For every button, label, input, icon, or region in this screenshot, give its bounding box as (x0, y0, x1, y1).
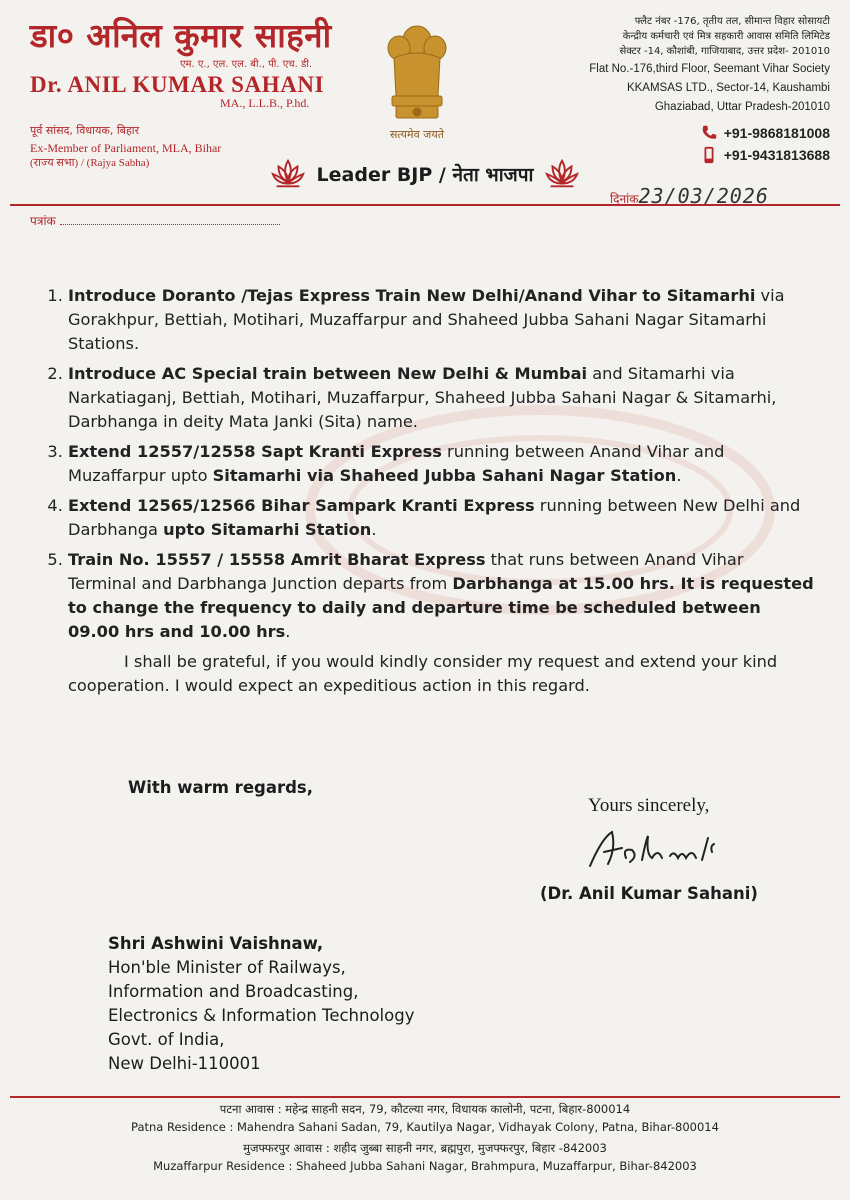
sender-block (30, 18, 360, 170)
sender-qualifications-hindi: एम. ए., एल. एल. बी., पी. एच. डी. (180, 59, 313, 70)
office-address-block (470, 14, 830, 166)
item-text: . (676, 466, 682, 485)
request-list (36, 284, 816, 644)
item-text: running between New Delhi and Darbhanga (68, 496, 801, 539)
closing-paragraph: I shall be grateful, if you would kindly consider my request and extend your kind cooperation. I would expect an expeditious action in this regard. (68, 652, 778, 695)
address-hindi-line3: सेक्टर -14, कौशांबी, गाजियाबाद, उत्तर प्रदेश- 201010 (619, 46, 830, 57)
leader-bjp-label: Leader BJP / नेता भाजपा (316, 164, 534, 186)
item-bold-text: Sitamarhi via Shaheed Jubba Sahani Nagar Station (212, 466, 677, 485)
phone-icon (700, 124, 718, 142)
header-divider (10, 204, 840, 206)
letter-body (36, 284, 816, 698)
phone-row (470, 122, 830, 144)
regards-line: With warm regards, (128, 778, 313, 797)
list-item (68, 440, 816, 488)
item-bold-text: Extend 12565/12566 Bihar Sampark Kranti Express (68, 496, 535, 515)
address-english-line1: Flat No.-176,third Floor, Seemant Vihar Society (589, 63, 830, 75)
sender-name-english: Dr. ANIL KUMAR SAHANI (30, 72, 325, 97)
addressee-line: New Delhi-110001 (108, 1054, 261, 1073)
lotus-icon (269, 156, 307, 192)
addressee-line: Hon'ble Minister of Railways, (108, 958, 346, 977)
item-text: . (285, 622, 291, 641)
list-item (68, 494, 816, 542)
item-text: running between Anand Vihar and Muzaffarpur upto (68, 442, 725, 485)
item-bold-text: Train No. 15557 / 15558 Amrit Bharat Express (68, 550, 486, 569)
list-item (68, 362, 816, 434)
signer-name: (Dr. Anil Kumar Sahani) (540, 884, 758, 903)
item-bold-text: Darbhanga at 15.00 hrs. It is requested to change the frequency to daily and departure time be scheduled between 09.00 hrs and 10.00 hrs (68, 574, 814, 641)
signature-icon (582, 818, 752, 878)
date-value: 23/03/2026 (638, 184, 769, 208)
rajya-sabha-label: (राज्य सभा) / (Rajya Sabha) (30, 157, 150, 169)
address-english-line3: Ghaziabad, Uttar Pradesh-201010 (654, 101, 830, 113)
address-hindi-line1: फ्लैट नंबर -176, तृतीय तल, सीमान्त विहार सोसायटी (634, 16, 830, 27)
list-item (68, 548, 816, 644)
address-hindi-line2: केन्द्रीय कर्मचारी एवं मित्र सहकारी आवास समिति लिमिटेड (622, 31, 830, 42)
addressee-line: Electronics & Information Technology (108, 1006, 415, 1025)
footer-divider (10, 1096, 840, 1098)
party-designation (240, 152, 610, 196)
ex-member-hindi: पूर्व सांसद, विधायक, बिहार (30, 124, 140, 137)
phone-number-2: +91-9431813688 (723, 147, 830, 163)
date-label: दिनांक (610, 192, 639, 206)
emblem-motto: सत्यमेव जयते (389, 128, 444, 141)
item-bold-text: Introduce AC Special train between New Delhi & Mumbai (68, 364, 588, 383)
reference-blank (60, 224, 280, 225)
addressee-name: Shri Ashwini Vaishnaw, (108, 934, 324, 953)
patna-address-hindi: पटना आवास : महेन्द्र साहनी सदन, 79, कौटल्या नगर, विधायक कालोनी, पटना, बिहार-800014 (219, 1102, 631, 1116)
sender-name-hindi: डा० अनिल कुमार साहनी (30, 16, 332, 55)
item-text: that runs between Anand Vihar Terminal and Darbhanga Junction departs from (68, 550, 744, 593)
sender-qualifications-english: MA., L.L.B., P.hd. (220, 96, 310, 110)
muzaffarpur-address-hindi: मुजफ्फरपुर आवास : शहीद जुब्बा साहनी नगर, ब्रह्मपुरा, मुजफ्फरपुर, बिहार -842003 (243, 1141, 607, 1155)
emblem-icon (372, 18, 462, 143)
item-text: via Gorakhpur, Bettiah, Motihari, Muzaffarpur and Shaheed Jubba Sahani Nagar Sitamarhi Stations. (68, 286, 785, 353)
item-text: and Sitamarhi via Narkatiaganj, Bettiah, Motihari, Muzaffarpur, Shaheed Jubba Sahani Nagar & Sitamarhi, Darbhanga in deity Mata Janki (Sita) name. (68, 364, 777, 431)
muzaffarpur-address-english: Muzaffarpur Residence : Shaheed Jubba Sahani Nagar, Brahmpura, Muzaffarpur, Bihar-842003 (153, 1159, 697, 1173)
address-english-line2: KKAMSAS LTD., Sector-14, Kaushambi (626, 82, 830, 94)
reference-label: पत्रांक (30, 214, 56, 228)
addressee-line: Govt. of India, (108, 1030, 225, 1049)
item-bold-text: Extend 12557/12558 Sapt Kranti Express (68, 442, 442, 461)
phone-number-1: +91-9868181008 (723, 125, 830, 141)
mobile-phone-icon (700, 146, 718, 164)
item-bold-text: upto Sitamarhi Station (163, 520, 372, 539)
patna-address-english: Patna Residence : Mahendra Sahani Sadan, 79, Kautilya Nagar, Vidhayak Colony, Patna, Bihar-800014 (131, 1120, 719, 1134)
addressee-line: Information and Broadcasting, (108, 982, 359, 1001)
addressee-block (108, 932, 414, 1076)
ex-member-english: Ex-Member of Parliament, MLA, Bihar (30, 141, 222, 155)
yours-sincerely: Yours sincerely, (588, 795, 710, 816)
lotus-icon (543, 156, 581, 192)
reference-number-field (30, 212, 280, 229)
list-item (68, 284, 816, 356)
item-text: . (371, 520, 377, 539)
item-bold-text: Introduce Doranto /Tejas Express Train New Delhi/Anand Vihar to Sitamarhi (68, 286, 756, 305)
